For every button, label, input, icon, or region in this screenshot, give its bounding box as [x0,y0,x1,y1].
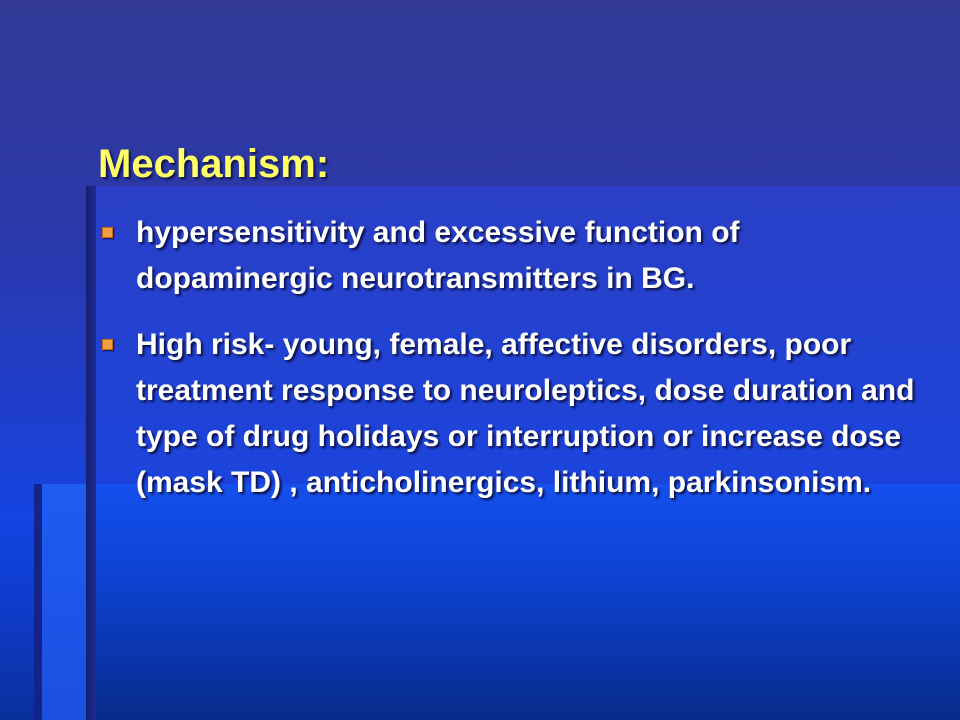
bullet-item [100,322,920,506]
bullet-text: High risk- young, female, affective disorders, poor treatment response to neuroleptics, dose duration and type of drug holidays or interruption or increase dose (mask TD) , anticholinergics, lithium, parkinsonism. [136,328,915,499]
slide-title: Mechanism: [98,142,330,186]
background-side-panel-edge [34,484,42,720]
bullet-text: hypersensitivity and excessive function of dopaminergic neurotransmitters in BG. [136,216,740,295]
bullet-item [100,210,920,302]
bullet-list [100,210,920,526]
background-panel-edge [86,186,96,720]
square-bullet-icon [102,227,113,238]
square-bullet-icon [102,339,113,350]
